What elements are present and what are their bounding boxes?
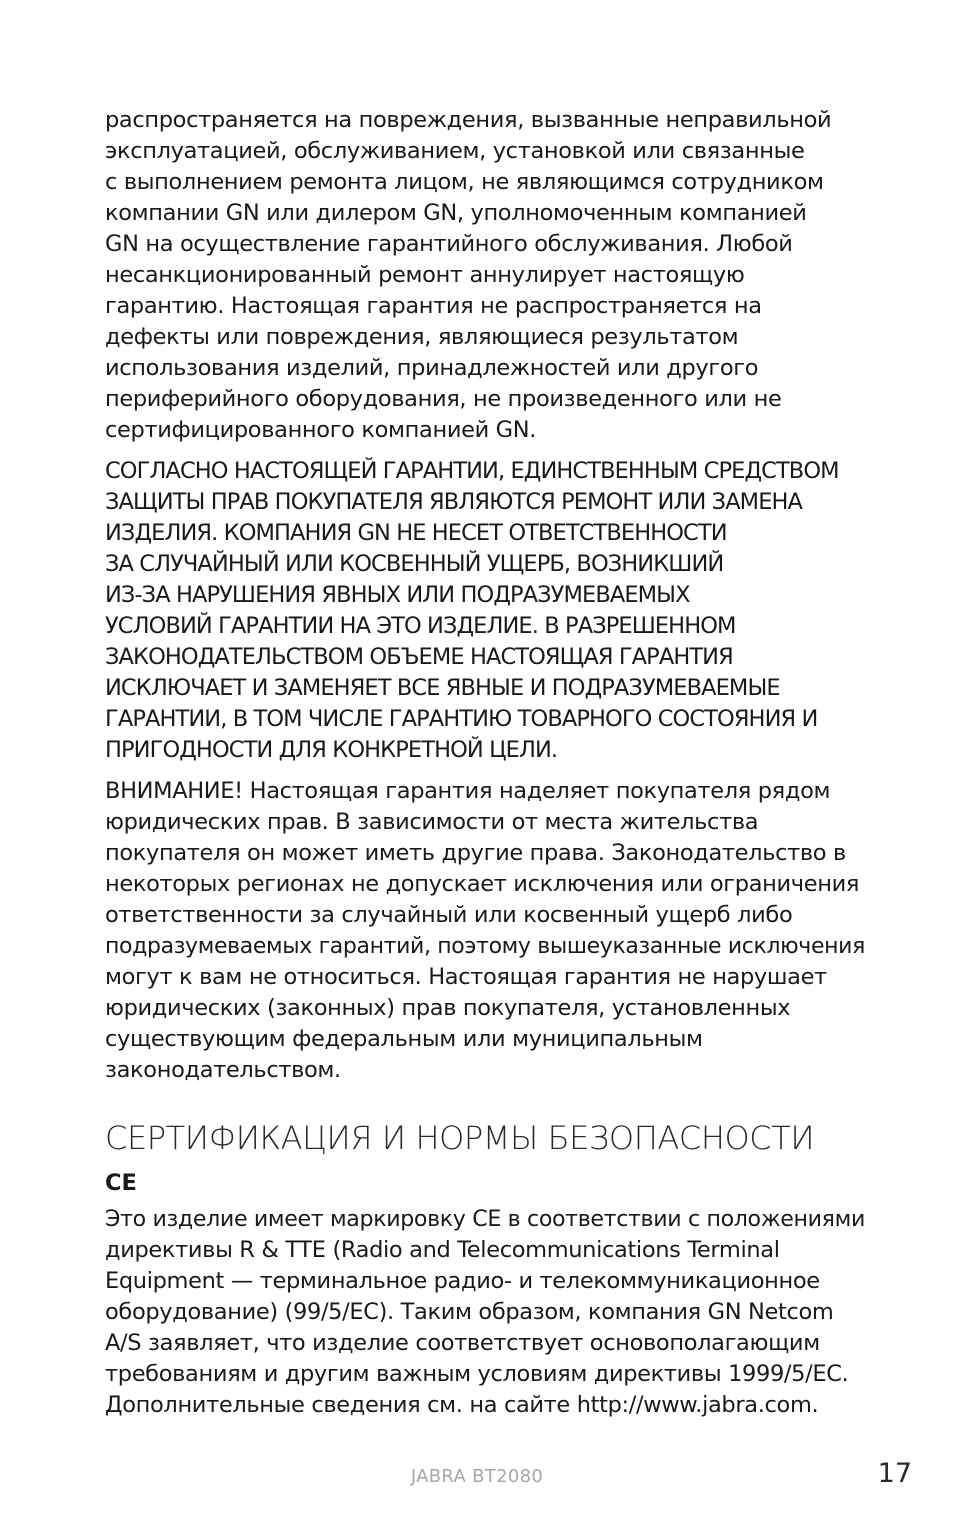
text-line: компании GN или дилером GN, уполномоченным компанией	[105, 200, 807, 226]
text-line: оборудование) (99/5/EC). Таким образом, компания GN Netcom	[105, 1299, 834, 1325]
text-line: GN на осуществление гарантийного обслуживания. Любой	[105, 231, 793, 257]
text-line: Это изделие имеет маркировку CE в соответствии с положениями	[105, 1206, 866, 1232]
text-line: существующим федеральным или муниципальным	[105, 1026, 703, 1052]
text-line: ЗАКОНОДАТЕЛЬСТВОМ ОБЪЕМЕ НАСТОЯЩАЯ ГАРАНТИЯ	[105, 644, 733, 670]
text-line: юридических (законных) прав покупателя, установленных	[105, 995, 791, 1021]
text-line: подразумеваемых гарантий, поэтому вышеуказанные исключения	[105, 933, 865, 959]
text-line: распространяется на повреждения, вызванные неправильной	[105, 107, 832, 133]
text-line: могут к вам не относиться. Настоящая гарантия не нарушает	[105, 964, 827, 990]
text-line: законодательством.	[105, 1057, 341, 1083]
page-content	[105, 105, 865, 1431]
page-number: 17	[877, 1458, 912, 1489]
text-line: ПРИГОДНОСТИ ДЛЯ КОНКРЕТНОЙ ЦЕЛИ.	[105, 737, 558, 763]
text-line: СОГЛАСНО НАСТОЯЩЕЙ ГАРАНТИИ, ЕДИНСТВЕННЫМ СРЕДСТВОМ	[105, 458, 839, 484]
text-line: использования изделий, принадлежностей или другого	[105, 355, 759, 381]
paragraph-liability-caps	[105, 456, 865, 766]
text-line: ЗАЩИТЫ ПРАВ ПОКУПАТЕЛЯ ЯВЛЯЮТСЯ РЕМОНТ ИЛИ ЗАМЕНА	[105, 489, 803, 515]
text-line: дефекты или повреждения, являющиеся результатом	[105, 324, 739, 350]
text-line: ответственности за случайный или косвенный ущерб либо	[105, 902, 793, 928]
footer-product-name: JABRA BT2080	[410, 1466, 544, 1487]
text-line: юридических прав. В зависимости от места жительства	[105, 809, 759, 835]
text-line: несанкционированный ремонт аннулирует настоящую	[105, 262, 745, 288]
text-line: некоторых регионах не допускает исключения или ограничения	[105, 871, 860, 897]
text-line: ИСКЛЮЧАЕТ И ЗАМЕНЯЕТ ВСЕ ЯВНЫЕ И ПОДРАЗУМЕВАЕМЫЕ	[105, 675, 780, 701]
text-line: Equipment — терминальное радио- и телекоммуникационное	[105, 1268, 820, 1294]
text-line: с выполнением ремонта лицом, не являющимся сотрудником	[105, 169, 824, 195]
paragraph-attention	[105, 776, 865, 1086]
text-line: ГАРАНТИИ, В ТОМ ЧИСЛЕ ГАРАНТИЮ ТОВАРНОГО СОСТОЯНИЯ И	[105, 706, 818, 732]
section-heading: СЕРТИФИКАЦИЯ И НОРМЫ БЕЗОПАСНОСТИ	[105, 1119, 815, 1157]
text-line: Дополнительные сведения см. на сайте http://www.jabra.com.	[105, 1392, 819, 1418]
text-line: ИЗДЕЛИЯ. КОМПАНИЯ GN НЕ НЕСЕТ ОТВЕТСТВЕННОСТИ	[105, 520, 727, 546]
text-line: ЗА СЛУЧАЙНЫЙ ИЛИ КОСВЕННЫЙ УЩЕРБ, ВОЗНИКШИЙ	[105, 551, 724, 577]
text-line: гарантию. Настоящая гарантия не распространяется на	[105, 293, 762, 319]
text-line: A/S заявляет, что изделие соответствует основополагающим	[105, 1330, 820, 1356]
subheading-ce: CE	[105, 1170, 137, 1196]
text-line: эксплуатацией, обслуживанием, установкой или связанные	[105, 138, 805, 164]
text-line: периферийного оборудования, не произведенного или не	[105, 386, 782, 412]
text-line: ВНИМАНИЕ! Настоящая гарантия наделяет покупателя рядом	[105, 778, 831, 804]
text-line: сертифицированного компанией GN.	[105, 417, 537, 443]
text-line: требованиям и другим важным условиям директивы 1999/5/EC.	[105, 1361, 849, 1387]
text-line: директивы R & TTE (Radio and Telecommunications Terminal	[105, 1237, 780, 1263]
text-line: ИЗ-ЗА НАРУШЕНИЯ ЯВНЫХ ИЛИ ПОДРАЗУМЕВАЕМЫХ	[105, 582, 690, 608]
paragraph-warranty-exclusions	[105, 105, 865, 446]
text-line: покупателя он может иметь другие права. Законодательство в	[105, 840, 846, 866]
text-line: УСЛОВИЙ ГАРАНТИИ НА ЭТО ИЗДЕЛИЕ. В РАЗРЕШЕННОМ	[105, 613, 736, 639]
paragraph-ce-marking	[105, 1204, 865, 1421]
